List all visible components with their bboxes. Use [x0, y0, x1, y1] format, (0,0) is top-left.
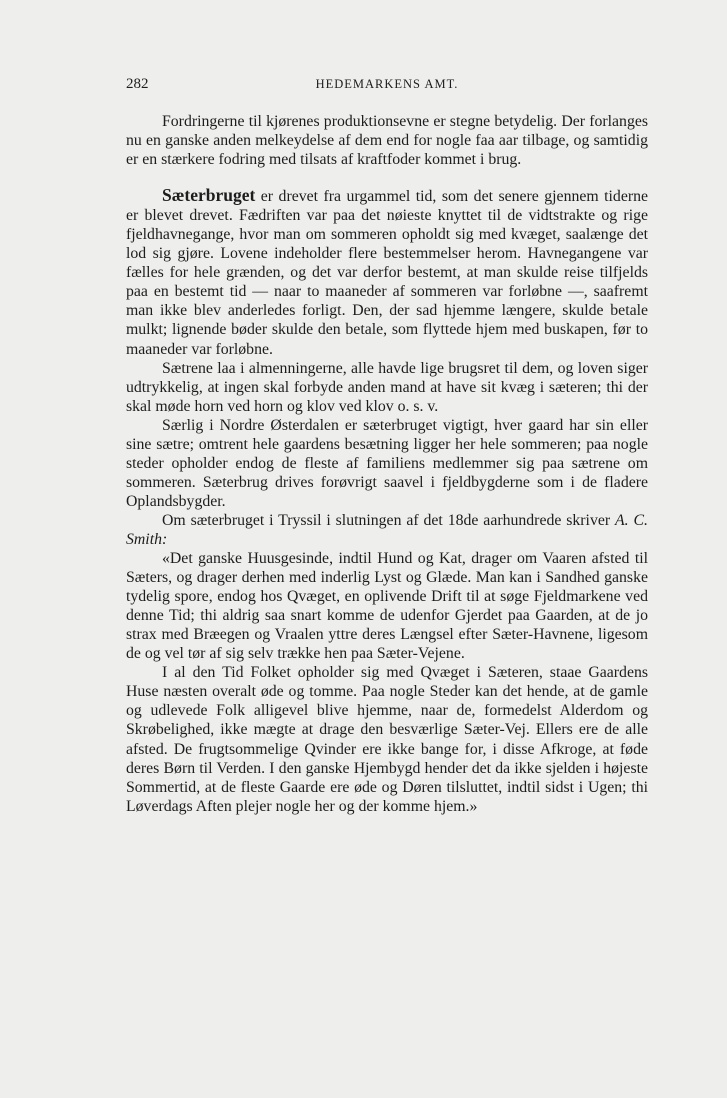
- paragraph-nordre-osterdalen: Særlig i Nordre Østerdalen er sæterbruget vigtigt, hver gaard har sin eller sine sætre; omtrent hele gaardens besætning ligger her hele sommeren; paa nogle steder opholder endog de fleste af familiens medlemmer sig paa sætrene om sommeren. Sæterbrug drives forøvrigt saavel i fjeldbygderne som i de fladere Oplandsbygder.: [126, 416, 648, 510]
- paragraph-fodring: Fordringerne til kjørenes produktionsevne er stegne betydelig. Der forlanges nu en ganske anden melkeydelse af dem end for nogle faa aar tilbage, og samtidig er en stærkere fodring med tilsats af kraftfoder kommet i brug.: [126, 113, 648, 169]
- paragraph-saeterbruget: [126, 186, 648, 358]
- running-title: HEDEMARKENS AMT.: [315, 77, 459, 91]
- paragraph-saetrene: Sætrene laa i almenningerne, alle havde lige brugsret til dem, og loven siger udtrykkelig, at ingen skal forbyde anden mand at have sit kvæg i sæteren; thi der skal møde horn ved horn og klov ved klov o. s. v.: [126, 359, 648, 415]
- section-gap: [126, 169, 648, 186]
- section-lead-term: Sæterbruget: [162, 185, 256, 206]
- body-text: [126, 112, 648, 816]
- paragraph-text: Om sæterbruget i Tryssil i slutningen af det 18de aarhundrede skriver: [162, 511, 616, 529]
- page-header: [126, 76, 648, 96]
- quote-paragraph-2: I al den Tid Folket opholder sig med Qvæget i Sæteren, staae Gaardens Huse næsten overalt øde og tomme. Paa nogle Steder kan det hende, at de gamle og udlevede Folk alligevel blive hjemme, naar de, formedelst Alderdom og Skrøbelighed, ikke mægte at drage den besværlige Sæter-Vej. Ellers ere de alle afsted. De frugtsommelige Qvinder ere ikke bange for, i disse Afkroge, at føde deres Børn til Verden. I den ganske Hjembygd hender det da ikke sjelden i højeste Sommertid, at de fleste Gaarde ere øde og Døren tilsluttet, indtil sidst i Ugen; thi Løverdags Aften plejer nogle her og der komme hjem.»: [126, 664, 648, 815]
- quote-paragraph-1: «Det ganske Huusgesinde, indtil Hund og Kat, drager om Vaaren afsted til Sæters, og drager derhen med inderlig Lyst og Glæde. Man kan i Sandhed ganske tydelig spore, endog hos Qvæget, en oplivende Drift til at søge Fjeldmarkene ved denne Tid; thi aldrig saa snart komme de udenfor Gjerdet paa Gaarden, at de jo strax med Bræegen og Vraalen yttre deres Længsel efter Sæter-Havnene, ligesom de og vel tør af sig selv trække hen paa Sæter-Vejene.: [126, 550, 648, 663]
- paragraph-trysil-intro: [126, 511, 648, 549]
- paragraph-text: er drevet fra urgammel tid, som det senere gjennem tiderne er blevet drevet. Fædriften var paa det nøieste knyttet til de vidtstrakte og rige fjeldhavnegange, hvor man om sommeren opholdt sig med kvæget, saalænge det lod sig gjøre. Lovene indeholder flere bestemmelser herom. Havnegangene var fælles for hele grænden, og det var derfor bestemt, at man skulde reise tilfjelds paa en bestemt tid — naar to maaneder af sommeren var forløbne —, saafremt man ikke blev anderledes forligt. Den, der sad hjemme længere, skulde betale mulkt; lignende bøder skulde den betale, som flyttede hjem med buskapen, før to maaneder var forløbne.: [126, 188, 648, 358]
- author-name: A. C. Smith:: [126, 511, 648, 548]
- page-number: 282: [126, 76, 149, 92]
